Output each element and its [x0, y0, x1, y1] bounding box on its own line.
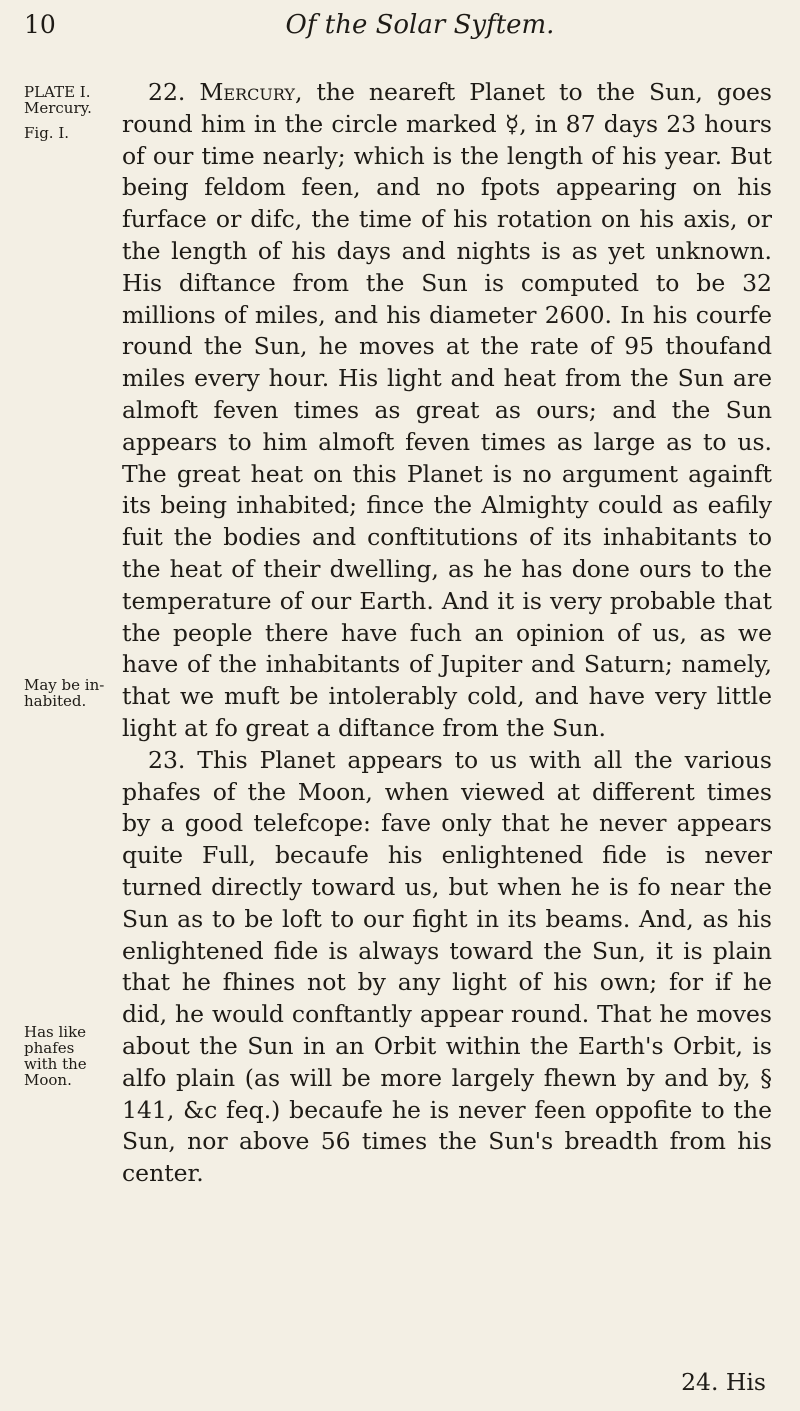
paragraph-number: 23.: [148, 745, 186, 774]
paragraph-text: the neareft Planet to the Sun, goes round him in the circle marked ☿, in 87 days 23 hours of our time nearly; which is the length of his year. But being feldom feen, and no fpots appearing on his furface or difc, the time of his rotation on his axis, or the length of his days and nights is as yet unknown. His diftance from the Sun is computed to be 32 millions of miles, and his diameter 2600. In his courfe round the Sun, he moves at the rate of 95 thoufand miles every hour. His light and heat from the Sun are almoft feven times as great as ours; and the Sun appears to him almoft feven times as large as to us. The great heat on this Planet is no argument againft its being inhabited; fince the Almighty could as eafily fuit the bodies and conftitutions of its inhabitants to the heat of their dwelling, as he has done ours to the temperature of our Earth. And it is very probable that the people there have fuch an opinion of us, as we have of the inhabitants of Jupiter and Saturn; namely, that we muft be intolerably cold, and have very little light at fo great a diftance from the Sun.: [122, 78, 772, 742]
running-head: Of the Solar Syftem.: [285, 10, 555, 40]
sidenote-subject: Mercury.: [24, 99, 92, 117]
paragraph-text: This Planet appears to us with all the various phafes of the Moon, when viewed at different times by a good telefcope: fave only that he never appears quite Full, becaufe his enlightened fide is never turned directly toward us, but when he is fo near the Sun as to be loft to our fight in its beams. And, as his enlightened fide is always toward the Sun, it is plain that he fhines not by any light of his own; for if he did, he would conftantly appear round. That he moves about the Sun in an Orbit within the Earth's Orbit, is alfo plain (as will be more largely fhewn by and by, § 141, &c feq.) becaufe he is never feen oppofite to the Sun, nor above 56 times the Sun's breadth from his center.: [122, 745, 772, 1188]
paragraph-number: 22.: [148, 78, 186, 106]
body-text: [122, 77, 772, 1190]
sidenote-plate-label: PLATE I.: [24, 83, 91, 101]
sidenote-plate: [24, 84, 106, 141]
sidenote-phases: Has like phafes with the Moon.: [24, 1023, 87, 1089]
sidenote-inhabited: May be in-habited.: [24, 676, 105, 710]
sidenote-figure: Fig. I.: [24, 124, 70, 142]
paragraph-23: [122, 745, 772, 1190]
catchword: 24. His: [681, 1368, 766, 1396]
page-number: 10: [24, 10, 56, 39]
paragraph-22: [122, 77, 772, 745]
paragraph-lead: Mercury,: [199, 78, 303, 106]
